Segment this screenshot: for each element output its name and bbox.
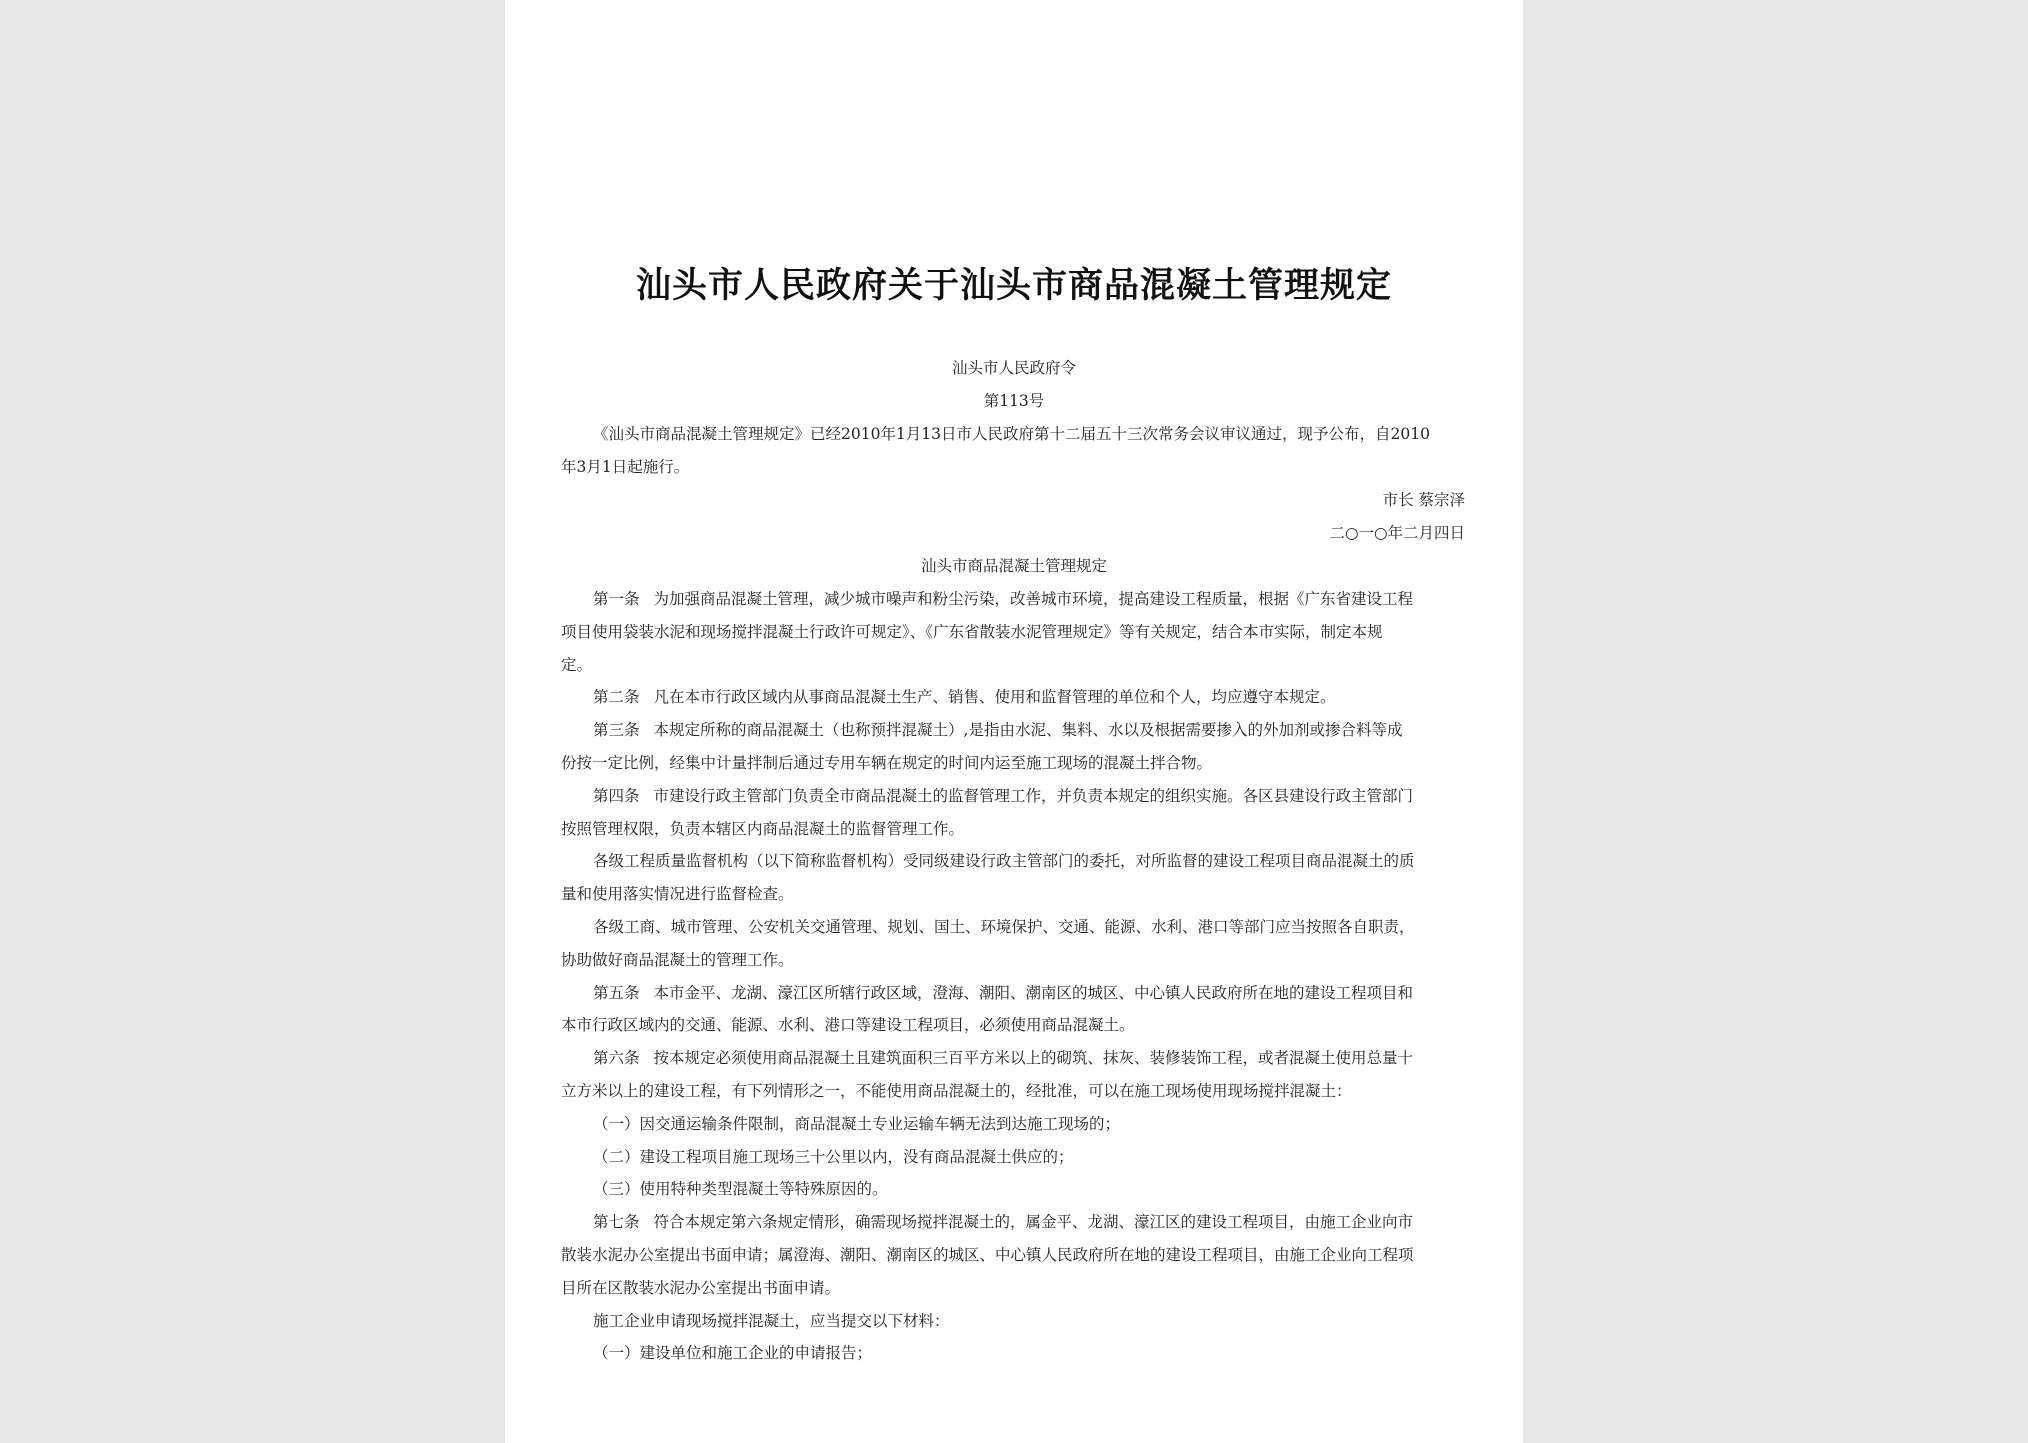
- body-line: [561, 882, 794, 904]
- date: 二○一○年二月四日: [1329, 524, 1465, 542]
- line-text: 施工企业申请现场搅拌混凝土，应当提交以下材料：: [593, 1312, 950, 1330]
- preamble-line: 《汕头市商品混凝土管理规定》已经2010年1月13日市人民政府第十二届五十三次常务会议审议通过，现予公布，自2010: [593, 425, 1430, 443]
- body-line: [593, 1177, 888, 1199]
- line-text: 凡在本市行政区域内从事商品混凝土生产、销售、使用和监督管理的单位和个人，均应遵守本规定。: [653, 688, 1336, 706]
- body-line: [561, 751, 1212, 773]
- article-label: 第二条: [593, 688, 640, 706]
- article-line: [593, 685, 1336, 707]
- article-line: [593, 1210, 1413, 1232]
- article-line: [593, 1046, 1413, 1068]
- line-text: 立方米以上的建设工程，有下列情形之一，不能使用商品混凝土的，经批准，可以在施工现场使用现场搅拌混凝土：: [561, 1082, 1352, 1100]
- article-label: 第三条: [593, 721, 640, 739]
- preamble-line: 年3月1日起施行。: [561, 458, 690, 476]
- line-text: 本市行政区域内的交通、能源、水利、港口等建设工程项目，必须使用商品混凝土。: [561, 1016, 1135, 1034]
- body-line: [561, 1013, 1135, 1035]
- article-label: 第四条: [593, 787, 640, 805]
- body-line: [593, 1112, 1120, 1134]
- line-text: （三）使用特种类型混凝土等特殊原因的。: [593, 1180, 888, 1198]
- body-line: [593, 1309, 950, 1331]
- line-text: 为加强商品混凝土管理，减少城市噪声和粉尘污染，改善城市环境，提高建设工程质量，根据《广东省建设工程: [653, 590, 1414, 608]
- body-line: [593, 1341, 872, 1363]
- body-line: [561, 1276, 840, 1298]
- line-text: 符合本规定第六条规定情形，确需现场搅拌混凝土的，属金平、龙湖、濠江区的建设工程项目，由施工企业向市: [653, 1213, 1414, 1231]
- line-text: 协助做好商品混凝土的管理工作。: [561, 951, 794, 969]
- line-text: 项目使用袋装水泥和现场搅拌混凝土行政许可规定》、《广东省散装水泥管理规定》等有关规定，结合本市实际，制定本规: [561, 623, 1383, 641]
- line-text: 本市金平、龙湖、濠江区所辖行政区域，澄海、潮阳、潮南区的城区、中心镇人民政府所在地的建设工程项目和: [653, 984, 1414, 1002]
- body-line: [593, 849, 1415, 871]
- article-line: [593, 718, 1402, 740]
- body-line: [561, 1243, 1414, 1265]
- line-text: （一）建设单位和施工企业的申请报告；: [593, 1344, 873, 1362]
- line-text: 量和使用落实情况进行监督检查。: [561, 885, 794, 903]
- body-line: [593, 915, 1415, 937]
- line-text: 散装水泥办公室提出书面申请；属澄海、潮阳、潮南区的城区、中心镇人民政府所在地的建设工程项目，由施工企业向工程项: [561, 1246, 1414, 1264]
- article-line: [593, 784, 1413, 806]
- body-line: [561, 817, 964, 839]
- line-text: 市建设行政主管部门负责全市商品混凝土的监督管理工作，并负责本规定的组织实施。各区县建设行政主管部门: [653, 787, 1414, 805]
- line-text: 本规定所称的商品混凝土（也称预拌混凝土）,是指由水泥、集料、水以及根据需要掺入的外加剂或掺合料等成: [653, 721, 1403, 739]
- article-label: 第六条: [593, 1049, 640, 1067]
- line-text: 各级工程质量监督机构（以下简称监督机构）受同级建设行政主管部门的委托，对所监督的建设工程项目商品混凝土的质: [593, 852, 1415, 870]
- article-label: 第一条: [593, 590, 640, 608]
- article-line: [593, 981, 1413, 1003]
- order-issuer: 汕头市人民政府令: [951, 359, 1076, 377]
- article-line: [593, 587, 1413, 609]
- line-text: 按本规定必须使用商品混凝土且建筑面积三百平方米以上的砌筑、抹灰、装修装饰工程，或者混凝土使用总量十: [653, 1049, 1414, 1067]
- signature: 市长 蔡宗泽: [1382, 491, 1465, 509]
- document-page: [505, 0, 1523, 1443]
- body-line: [561, 1079, 1352, 1101]
- article-label: 第五条: [593, 984, 640, 1002]
- body-line: [593, 1145, 1074, 1167]
- line-text: （一）因交通运输条件限制，商品混凝土专业运输车辆无法到达施工现场的；: [593, 1115, 1121, 1133]
- line-text: 定。: [561, 656, 593, 674]
- order-number: 第113号: [983, 392, 1045, 410]
- body-line: [561, 620, 1383, 642]
- regulation-subtitle: 汕头市商品混凝土管理规定: [920, 557, 1107, 575]
- line-text: 各级工商、城市管理、公安机关交通管理、规划、国土、环境保护、交通、能源、水利、港口等部门应当按照各自职责，: [593, 918, 1415, 936]
- body-line: [561, 653, 592, 675]
- line-text: 份按一定比例，经集中计量拌制后通过专用车辆在规定的时间内运至施工现场的混凝土拌合物。: [561, 754, 1213, 772]
- article-label: 第七条: [593, 1213, 640, 1231]
- line-text: 目所在区散装水泥办公室提出书面申请。: [561, 1279, 841, 1297]
- line-text: （二）建设工程项目施工现场三十公里以内，没有商品混凝土供应的；: [593, 1148, 1074, 1166]
- line-text: 按照管理权限，负责本辖区内商品混凝土的监督管理工作。: [561, 820, 965, 838]
- body-line: [561, 948, 794, 970]
- document-title: 汕头市人民政府关于汕头市商品混凝土管理规定: [635, 265, 1392, 306]
